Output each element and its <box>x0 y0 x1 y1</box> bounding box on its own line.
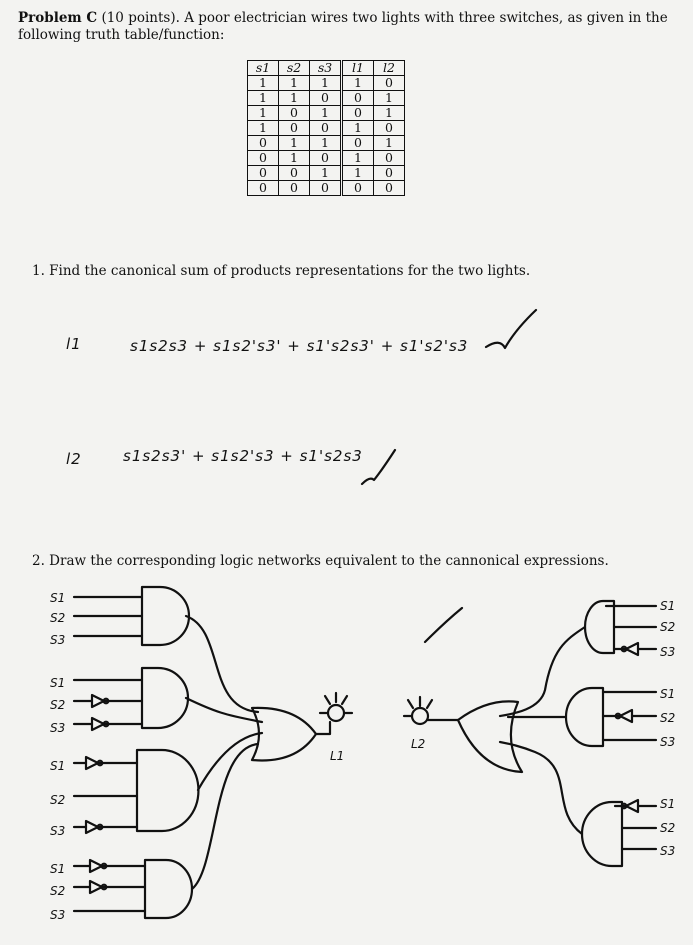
table-cell: 0 <box>248 181 279 196</box>
table-cell: 1 <box>248 106 279 121</box>
problem-text-line1: A poor electrician wires two lights with three switches, as given in the <box>184 10 668 26</box>
and-gate-icon <box>142 587 189 645</box>
input-label: S1 <box>660 599 676 613</box>
right-gate-wires <box>500 627 585 834</box>
problem-label: Problem C <box>18 10 98 26</box>
light-bulb-icon <box>320 693 352 721</box>
table-cell: 0 <box>374 121 405 136</box>
check-mark <box>486 310 536 348</box>
light-bulb-icon <box>404 697 432 724</box>
input-label: S2 <box>660 620 676 634</box>
table-cell: 0 <box>279 106 310 121</box>
light-2-label: L2 <box>411 737 426 751</box>
l1-answer-label: l1 <box>66 335 82 353</box>
table-header-cell: l2 <box>374 61 405 76</box>
table-cell: 1 <box>248 76 279 91</box>
table-cell: 1 <box>310 106 342 121</box>
light-1-label: L1 <box>330 749 345 763</box>
table-cell: 0 <box>342 106 374 121</box>
table-cell: 0 <box>374 76 405 91</box>
table-cell: 1 <box>310 76 342 91</box>
table-cell: 0 <box>342 91 374 106</box>
problem-points: (10 points). <box>101 10 180 26</box>
table-header-cell: s3 <box>310 61 342 76</box>
table-cell: 1 <box>342 76 374 91</box>
input-label: S1 <box>50 676 66 690</box>
and-gate-icon <box>142 668 188 728</box>
table-cell: 0 <box>279 166 310 181</box>
table-cell: 1 <box>279 91 310 106</box>
table-cell: 0 <box>342 136 374 151</box>
l2-answer-expression: s1s2s3' + s1s2's3 + s1's2s3 <box>123 447 363 465</box>
table-cell: 1 <box>342 166 374 181</box>
table-cell: 0 <box>248 166 279 181</box>
or-output-wire <box>316 722 330 734</box>
input-label: S2 <box>50 884 66 898</box>
question-1: 1. Find the canonical sum of products representations for the two lights. <box>32 263 531 279</box>
table-header-cell: s1 <box>248 61 279 76</box>
table-cell: 1 <box>248 91 279 106</box>
and-gate-icon <box>582 802 622 866</box>
table-cell: 0 <box>248 136 279 151</box>
or-gate-icon <box>458 701 522 772</box>
input-label: S1 <box>50 759 66 773</box>
table-cell: 0 <box>310 91 342 106</box>
input-label: S2 <box>50 793 66 807</box>
input-label: S3 <box>50 908 66 922</box>
input-label: S2 <box>660 711 676 725</box>
input-label: S1 <box>50 862 66 876</box>
problem-text-line2: following truth table/function: <box>18 27 225 43</box>
or-gate-icon <box>252 708 316 761</box>
table-cell: 0 <box>248 151 279 166</box>
input-label: S1 <box>50 591 66 605</box>
input-label: S1 <box>660 797 676 811</box>
right-input-wires <box>603 606 656 849</box>
table-cell: 1 <box>279 76 310 91</box>
table-cell: 0 <box>310 181 342 196</box>
input-label: S2 <box>660 821 676 835</box>
table-cell: 0 <box>310 151 342 166</box>
table-cell: 0 <box>374 151 405 166</box>
input-label: S3 <box>660 645 676 659</box>
question-2: 2. Draw the corresponding logic networks equivalent to the cannonical expressions. <box>32 553 609 569</box>
and-gate-icon <box>566 688 603 746</box>
table-cell: 1 <box>374 136 405 151</box>
input-label: S3 <box>50 824 66 838</box>
l1-answer-expression: s1s2s3 + s1s2's3' + s1's2s3' + s1's2's3 <box>130 337 469 355</box>
input-label: S3 <box>50 721 66 735</box>
left-gate-wires <box>186 616 262 889</box>
input-label: S3 <box>660 735 676 749</box>
table-cell: 0 <box>279 121 310 136</box>
check-mark <box>425 608 462 642</box>
input-label: S2 <box>50 698 66 712</box>
table-cell: 1 <box>279 151 310 166</box>
and-gate-icon <box>585 601 614 653</box>
l2-answer-label: l2 <box>66 450 82 468</box>
and-gate-icon <box>137 750 198 831</box>
table-cell: 1 <box>279 136 310 151</box>
input-label: S3 <box>660 844 676 858</box>
table-cell: 1 <box>342 151 374 166</box>
table-cell: 1 <box>374 91 405 106</box>
table-header-cell: l1 <box>342 61 374 76</box>
input-label: S2 <box>50 611 66 625</box>
table-cell: 0 <box>310 121 342 136</box>
table-cell: 0 <box>279 181 310 196</box>
table-cell: 1 <box>248 121 279 136</box>
input-label: S1 <box>660 687 676 701</box>
input-label: S3 <box>50 633 66 647</box>
table-cell: 1 <box>342 121 374 136</box>
table-header-cell: s2 <box>279 61 310 76</box>
table-cell: 0 <box>342 181 374 196</box>
table-cell: 1 <box>310 136 342 151</box>
table-cell: 1 <box>310 166 342 181</box>
table-cell: 1 <box>374 106 405 121</box>
check-mark <box>362 450 395 484</box>
table-cell: 0 <box>374 166 405 181</box>
left-input-wires <box>74 597 145 911</box>
and-gate-icon <box>145 860 192 918</box>
table-cell: 0 <box>374 181 405 196</box>
